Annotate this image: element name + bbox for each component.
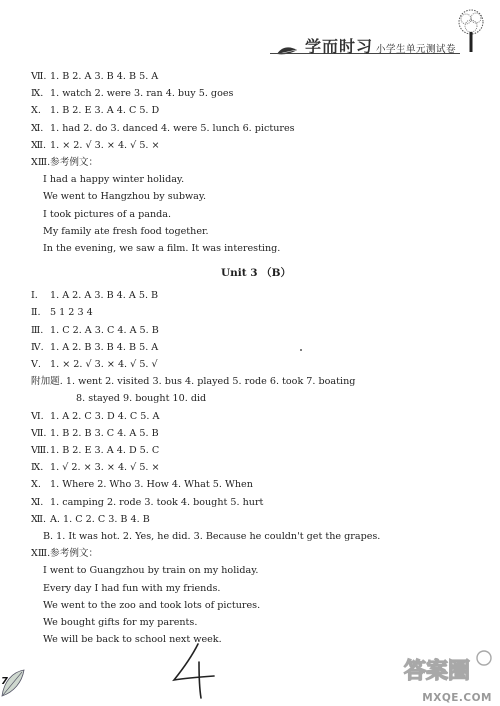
answer-row: Ⅸ. 1. √ 2. × 3. × 4. √ 5. × bbox=[31, 462, 160, 474]
answer-row: Ⅻ. A. 1. C 2. C 3. B 4. B bbox=[31, 513, 150, 525]
answer-row: Ⅷ.1. B 2. E 3. A 4. D 5. C bbox=[31, 445, 160, 457]
answer-content bbox=[31, 68, 471, 649]
series-title bbox=[305, 34, 456, 57]
answer-row-part-b: B. 1. It was hot. 2. Yes, he did. 3. Because he couldn't get the grapes. bbox=[43, 531, 381, 543]
essay-line: We went to Hangzhou by subway. bbox=[43, 191, 207, 203]
watermark-logo-text: 答案圈 bbox=[404, 659, 471, 684]
extra-question-label: 附加题. bbox=[31, 376, 63, 388]
stray-mark bbox=[300, 349, 302, 351]
answer-row: Ⅱ. 5 1 2 3 4 bbox=[31, 307, 93, 319]
answer-row: Ⅻ. 1. × 2. √ 3. × 4. √ 5. × bbox=[31, 139, 160, 151]
answer-row: Ⅸ. 1. watch 2. were 3. ran 4. buy 5. goes bbox=[31, 88, 234, 100]
tree-icon bbox=[454, 6, 488, 56]
essay-line: I went to Guangzhou by train on my holiday. bbox=[43, 565, 259, 577]
extra-question-row-continued: 8. stayed 9. bought 10. did bbox=[76, 393, 207, 405]
essay-line: We bought gifts for my parents. bbox=[43, 617, 198, 629]
answer-row: ⅩⅢ.参考例文： bbox=[31, 548, 99, 560]
answer-row: ⅩⅢ.参考例文： bbox=[31, 157, 99, 169]
essay-line: I took pictures of a panda. bbox=[43, 208, 172, 220]
answer-row: Ⅴ. 1. × 2. √ 3. × 4. √ 5. √ bbox=[31, 359, 158, 371]
page-header bbox=[270, 6, 490, 68]
essay-line: We will be back to school next week. bbox=[43, 634, 222, 646]
answer-row: Ⅹ. 1. B 2. E 3. A 4. C 5. D bbox=[31, 105, 160, 117]
essay-line: I had a happy winter holiday. bbox=[43, 174, 185, 186]
answer-row: Ⅶ. 1. B 2. B 3. C 4. A 5. B bbox=[31, 427, 159, 439]
extra-question-row: 附加题. 1. went 2. visited 3. bus 4. played 5. rode 6. took 7. boating bbox=[31, 376, 356, 388]
page-number: 7 bbox=[1, 676, 8, 687]
answer-row: Ⅶ. 1. B 2. A 3. B 4. B 5. A bbox=[31, 71, 159, 82]
essay-line: In the evening, we saw a film. It was interesting. bbox=[43, 243, 281, 255]
answer-row: Ⅲ. 1. C 2. A 3. C 4. A 5. B bbox=[31, 324, 159, 336]
answer-row: Ⅵ. 1. A 2. C 3. D 4. C 5. A bbox=[31, 410, 160, 422]
series-title-small: 小学生单元测试卷 bbox=[375, 44, 456, 55]
answer-row: Ⅹ. 1. Where 2. Who 3. How 4. What 5. When bbox=[31, 479, 253, 491]
watermark-url: MXQE.COM bbox=[422, 692, 492, 704]
answer-row: Ⅳ. 1. A 2. B 3. B 4. B 5. A bbox=[31, 341, 159, 353]
answer-row: Ⅺ. 1. camping 2. rode 3. took 4. bought 5. hurt bbox=[31, 496, 264, 508]
series-title-big: 学而时习 bbox=[304, 37, 373, 56]
answer-row: Ⅺ. 1. had 2. do 3. danced 4. were 5. lunch 6. pictures bbox=[31, 122, 295, 134]
answer-row: Ⅰ. 1. A 2. A 3. B 4. A 5. B bbox=[31, 290, 159, 302]
essay-line: We went to the zoo and took lots of pictures. bbox=[43, 599, 261, 611]
unit-title: Unit 3 （B） bbox=[220, 267, 292, 280]
essay-line: My family ate fresh food together. bbox=[43, 225, 209, 237]
leaf-ornament-icon bbox=[276, 44, 298, 56]
handwritten-number-mark bbox=[168, 640, 220, 700]
essay-line: Every day I had fun with my friends. bbox=[43, 582, 221, 594]
